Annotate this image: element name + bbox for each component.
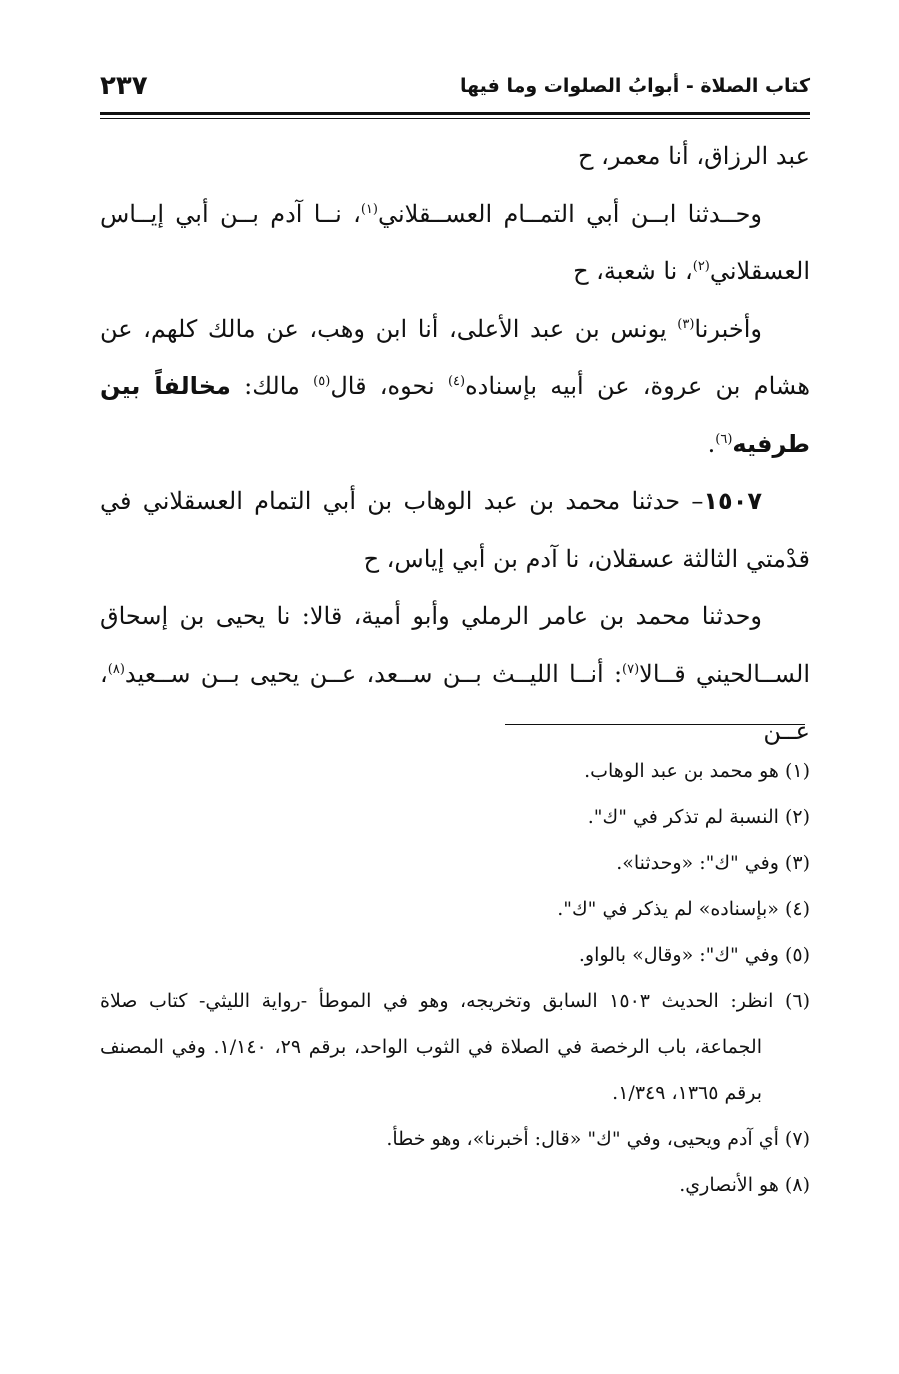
hadith-number: ١٥٠٧ (703, 487, 762, 515)
footnote-ref-4: (٤) (447, 374, 466, 389)
main-text (100, 128, 810, 761)
bold-phrase: مخالفاً بين طرفيه (100, 372, 810, 458)
paragraph-5: وحدثنا محمد بن عامر الرملي وأبو أمية، قالا: نا يحيى بن إسحاق الســالحيني قــالا$^{(٧)}$: أنــا الليــث بــن ســعد، عــن يحيى بــن ســعيد$^{(٨)}$، عــن (100, 602, 810, 745)
footnote-1: (١) هو محمد بن عبد الوهاب. (584, 760, 810, 782)
footnote-8: (٨) هو الأنصاري. (679, 1174, 810, 1196)
paragraph-2: وحــدثنا ابــن أبي التمــام العســقلاني$^{(١)}$، نــا آدم بــن أبي إيــاس العسقلاني$^{(٢)}$، نا شعبة، ح (100, 199, 810, 285)
footnotes (100, 748, 810, 1208)
footnote-3: (٣) وفي "ك": «وحدثنا». (616, 852, 810, 874)
header-rule-thick (100, 112, 810, 115)
paragraph-3: وأخبرنا$^{(٣)}$ يونس بن عبد الأعلى، أنا ابن وهب، عن مالك كلهم، عن هشام بن عروة، عن أبيه بإسناده$^{(٤)}$ نحوه، قال$^{(٥)}$ مالك: مخالفاً بين طرفيه$^{(٦)}$. (100, 314, 810, 458)
footnote-separator (505, 724, 805, 725)
footnote-ref-6: (٦) (715, 431, 733, 447)
header-rule-thin (100, 118, 810, 119)
footnote-ref-1: (١) (360, 201, 378, 217)
header-title: كتاب الصلاة - أبوابُ الصلوات وما فيها (459, 75, 810, 97)
footnote-6: (٦) انظر: الحديث ١٥٠٣ السابق وتخريجه، وهو في الموطأ -رواية الليثي- كتاب صلاة الجماعة، باب الرخصة في الصلاة في الثوب الواحد، برقم ٢٩، ١/١٤٠. وفي المصنف برقم ١٣٦٥، ١/٣٤٩. (100, 990, 810, 1104)
paragraph-1: عبد الرزاق، أنا معمر، ح (578, 142, 810, 170)
footnote-7: (٧) أي آدم ويحيى، وفي "ك" «قال: أخبرنا»، وهو خطأ. (386, 1128, 810, 1150)
hadith-1507: ١٥٠٧– حدثنا محمد بن عبد الوهاب بن أبي التمام العسقلاني في قدْمتي الثالثة عسقلان، نا آدم بن أبي إياس، ح (100, 487, 810, 573)
footnote-ref-7: (٧) (622, 661, 640, 677)
footnote-2: (٢) النسبة لم تذكر في "ك". (587, 806, 810, 828)
footnote-ref-5: (٥) (313, 374, 331, 389)
running-header (100, 66, 810, 106)
footnote-5: (٥) وفي "ك": «وقال» بالواو. (578, 944, 810, 966)
footnote-4: (٤) «بإسناده» لم يذكر في "ك". (557, 898, 810, 920)
footnote-ref-8: (٨) (107, 661, 125, 677)
footnote-ref-2: (٢) (692, 259, 710, 274)
page-number: ٢٣٧ (100, 71, 148, 101)
footnote-ref-3: (٣) (677, 316, 695, 332)
